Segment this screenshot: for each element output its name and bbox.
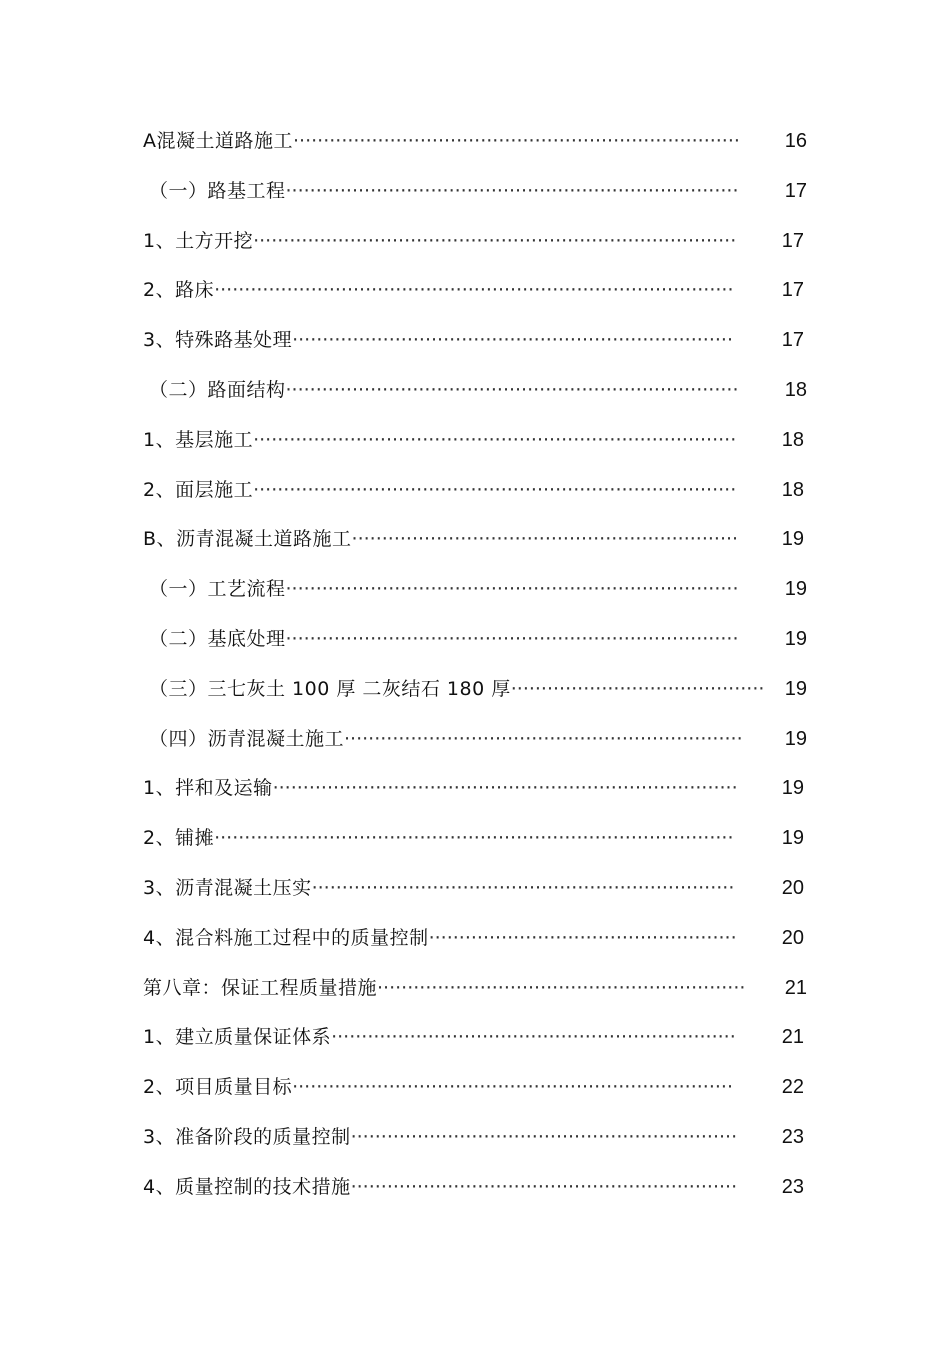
toc-leader-dots: ············································································· <box>272 777 738 800</box>
toc-page-number: 22 <box>781 1076 804 1099</box>
toc-entry[interactable] <box>143 624 813 674</box>
toc-entry-text <box>149 375 744 405</box>
toc-page-number: 21 <box>784 976 807 999</box>
toc-entry-text <box>143 1022 738 1052</box>
toc-entry[interactable] <box>143 275 813 325</box>
toc-page-number: 18 <box>781 428 804 451</box>
toc-entry-title: （四）沥青混凝土施工 <box>149 727 345 750</box>
toc-entry-text <box>143 1122 738 1152</box>
toc-entry[interactable] <box>143 126 813 176</box>
toc-entry[interactable] <box>143 823 813 873</box>
toc-entry[interactable] <box>143 375 813 425</box>
toc-leader-dots: ················································································ <box>253 428 737 451</box>
toc-entry-title: 2、铺摊 <box>143 827 215 850</box>
toc-leader-dots: ··········································································· <box>285 378 739 401</box>
toc-leader-dots: ················································································ <box>253 478 737 501</box>
toc-entry-text <box>143 1172 738 1202</box>
toc-page-number: 19 <box>781 528 804 551</box>
toc-page-number: 19 <box>784 677 807 700</box>
toc-entry[interactable] <box>143 574 813 624</box>
toc-entry-text <box>143 1072 738 1102</box>
toc-page-number: 19 <box>781 827 804 850</box>
toc-entry[interactable] <box>143 773 813 823</box>
toc-entry-title: （二）路面结构 <box>149 378 286 401</box>
toc-leader-dots: ········································································· <box>292 329 733 352</box>
toc-entry[interactable] <box>143 524 813 574</box>
toc-page-number: 18 <box>781 478 804 501</box>
toc-entry[interactable] <box>143 1172 813 1222</box>
toc-leader-dots: ····························································· <box>377 976 746 999</box>
toc-page-number: 19 <box>784 727 807 750</box>
toc-entry-title: （二）基底处理 <box>149 627 286 650</box>
toc-entry-title: （一）路基工程 <box>149 179 286 202</box>
toc-leader-dots: ··································································· <box>331 1026 736 1049</box>
toc-leader-dots: ··········································································· <box>285 578 739 601</box>
toc-entry-text <box>149 724 744 754</box>
toc-entry-title: 1、基层施工 <box>143 428 254 451</box>
toc-entry-title: 3、特殊路基处理 <box>143 329 293 352</box>
toc-entry-title: 1、土方开挖 <box>143 229 254 252</box>
toc-entry-title: 4、混合料施工过程中的质量控制 <box>143 926 429 949</box>
toc-entry-text <box>143 425 738 455</box>
toc-leader-dots: ··········································································· <box>285 627 739 650</box>
toc-page-number: 23 <box>781 1125 804 1148</box>
toc-entry-title: 第八章：保证工程质量措施 <box>143 976 378 999</box>
toc-entry[interactable] <box>143 923 813 973</box>
toc-page-number: 19 <box>784 627 807 650</box>
toc-entry-text <box>149 574 744 604</box>
toc-entry-text <box>143 325 738 355</box>
toc-entry-text <box>143 226 738 256</box>
table-of-contents <box>143 126 813 1222</box>
toc-entry[interactable] <box>143 873 813 923</box>
toc-page-number: 16 <box>784 130 807 152</box>
toc-entry-title: 2、面层施工 <box>143 478 254 501</box>
toc-entry[interactable] <box>143 226 813 276</box>
toc-entry-title: 2、项目质量目标 <box>143 1076 293 1099</box>
toc-leader-dots: ······················································································ <box>214 827 734 850</box>
toc-page-number: 19 <box>784 578 807 601</box>
toc-entry[interactable] <box>143 325 813 375</box>
toc-leader-dots: ··········································································· <box>285 179 739 202</box>
toc-entry-text <box>143 126 740 156</box>
toc-entry-title: 4、质量控制的技术措施 <box>143 1175 351 1198</box>
toc-page-number: 18 <box>784 378 807 401</box>
toc-entry-title: A混凝土道路施工 <box>143 130 293 152</box>
toc-entry-title: （一）工艺流程 <box>149 578 286 601</box>
toc-entry[interactable] <box>143 973 813 1023</box>
toc-leader-dots: ································································ <box>350 1125 738 1148</box>
toc-entry-title: 3、沥青混凝土压实 <box>143 876 312 899</box>
toc-page-number: 19 <box>781 777 804 800</box>
toc-page-number: 17 <box>784 179 807 202</box>
toc-page-number: 20 <box>781 876 804 899</box>
toc-entry[interactable] <box>143 475 813 525</box>
toc-entry[interactable] <box>143 1072 813 1122</box>
toc-entry-title: （三）三七灰土 100 厚 二灰结石 180 厚 <box>149 677 511 700</box>
toc-page-number: 21 <box>781 1026 804 1049</box>
toc-entry-text <box>143 524 738 554</box>
toc-entry-text <box>143 873 738 903</box>
toc-entry-title: 1、建立质量保证体系 <box>143 1026 332 1049</box>
toc-leader-dots: ················································································ <box>253 229 737 252</box>
toc-leader-dots: ··················································· <box>428 926 737 949</box>
toc-page-number: 20 <box>781 926 804 949</box>
toc-leader-dots: ·········································· <box>510 677 765 700</box>
toc-entry-text <box>143 275 738 305</box>
toc-entry[interactable] <box>143 724 813 774</box>
toc-entry-title: 2、路床 <box>143 279 215 302</box>
toc-leader-dots: ·········································································· <box>293 130 740 152</box>
toc-entry-title: 3、准备阶段的质量控制 <box>143 1125 351 1148</box>
toc-entry[interactable] <box>143 1022 813 1072</box>
toc-page-number: 17 <box>781 229 804 252</box>
toc-leader-dots: ········································································· <box>292 1076 733 1099</box>
toc-entry[interactable] <box>143 674 813 724</box>
toc-entry-title: B、沥青混凝土道路施工 <box>143 528 352 551</box>
toc-page-number: 23 <box>781 1175 804 1198</box>
toc-entry-text <box>143 773 738 803</box>
toc-entry-text <box>149 176 744 206</box>
toc-entry[interactable] <box>143 176 813 226</box>
toc-leader-dots: ·································································· <box>344 727 743 750</box>
toc-leader-dots: ································································ <box>351 528 738 551</box>
toc-entry-text <box>143 973 746 1003</box>
toc-entry-title: 1、拌和及运输 <box>143 777 273 800</box>
toc-entry[interactable] <box>143 1122 813 1172</box>
toc-entry-text <box>143 823 738 853</box>
toc-leader-dots: ································································ <box>350 1175 738 1198</box>
toc-leader-dots: ······································································ <box>311 876 735 899</box>
toc-page-number: 17 <box>781 329 804 352</box>
toc-entry-text <box>143 475 738 505</box>
toc-entry-text <box>143 923 738 953</box>
toc-page-number: 17 <box>781 279 804 302</box>
toc-entry-text <box>149 674 766 704</box>
toc-leader-dots: ······················································································ <box>214 279 734 302</box>
toc-entry[interactable] <box>143 425 813 475</box>
toc-entry-text <box>149 624 744 654</box>
